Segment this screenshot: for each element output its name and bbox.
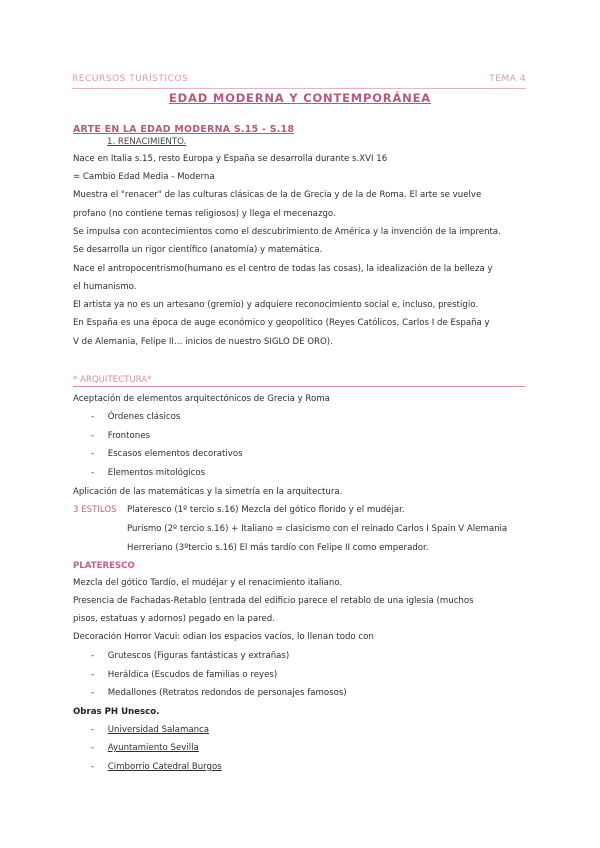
header-course: RECURSOS TURÍSTICOS <box>72 73 189 84</box>
arq-aplicacion: Aplicación de las matemáticas y la simetría en la arquitectura. <box>73 487 343 497</box>
plateresco-line: Mezcla del gótico Tardío, el mudéjar y el renacimiento italiano. <box>73 578 343 588</box>
paragraph-line: El artista ya no es un artesano (gremio) y adquiere reconocimiento social e, incluso, prestigio. <box>73 300 479 310</box>
paragraph-line: el humanismo. <box>73 282 137 292</box>
subheading: 1. RENACIMIENTO. <box>107 137 187 147</box>
plateresco-line: Decoración Horror Vacui: odian los espacios vacíos, lo llenan todo con <box>73 632 374 642</box>
plateresco-heading: PLATERESCO <box>73 561 135 571</box>
arq-intro: Aceptación de elementos arquitectónicos de Grecia y Roma <box>73 394 330 404</box>
bullet-item: - Frontones <box>91 431 150 441</box>
obra-item: - Universidad Salamanca <box>91 725 210 735</box>
paragraph-line: Muestra el "renacer" de las culturas clásicas de la de Grecia y de la de Roma. El arte se vuelve <box>73 190 482 200</box>
header-topic: TEMA 4 <box>489 73 526 84</box>
bullet-item: - Elementos mitológicos <box>91 468 206 478</box>
estilo-line: Plateresco (1º tercio s.16) Mezcla del gótico florido y el mudéjar. <box>127 505 405 515</box>
section-heading: ARTE EN LA EDAD MODERNA S.15 - S.18 <box>73 124 295 135</box>
paragraph-line: Nace el antropocentrismo(humano es el centro de todas las cosas), la idealización de la belleza y <box>73 264 493 274</box>
estilos-label: 3 ESTILOS <box>73 505 117 515</box>
arquitectura-heading: * ARQUITECTURA* <box>73 375 152 385</box>
paragraph-line: profano (no contiene temas religiosos) y llega el mecenazgo. <box>73 209 336 219</box>
plateresco-line: Presencia de Fachadas-Retablo (entrada del edificio parece el retablo de una iglesia (muchos <box>73 596 474 606</box>
plateresco-line: pisos, estatuas y adornos) pegado en la pared. <box>73 614 275 624</box>
bullet-item: - Grutescos (Figuras fantásticas y extrañas) <box>91 651 290 661</box>
estilo-line: Herreriano (3ºtercio s.16) El más tardío con Felipe II como emperador. <box>127 543 429 553</box>
bullet-item: - Órdenes clásicos <box>91 412 181 422</box>
paragraph-line: Se impulsa con acontecimientos como el descubrimiento de América y la invención de la imprenta. <box>73 227 501 237</box>
bullet-item: - Escasos elementos decorativos <box>91 449 243 459</box>
bullet-item: - Medallones (Retratos redondos de personajes famosos) <box>91 688 347 698</box>
paragraph-line: En España es una época de auge económico y geopolítico (Reyes Católicos, Carlos I de España y <box>73 318 490 328</box>
obra-item: - Cimborrio Catedral Burgos <box>91 762 222 772</box>
bullet-item: - Heráldica (Escudos de familias o reyes) <box>91 670 278 680</box>
paragraph-line: = Cambio Edad Media - Moderna <box>73 172 215 182</box>
paragraph-line: V de Alemania, Felipe II… inicios de nuestro SIGLO DE ORO). <box>73 337 333 347</box>
paragraph-line: Se desarrolla un rigor científico (anatomía) y matemática. <box>73 245 323 255</box>
paragraph-line: Nace en Italia s.15, resto Europa y España se desarrolla durante s.XVI 16 <box>73 154 388 164</box>
obra-item: - Ayuntamiento Sevilla <box>91 743 199 753</box>
divider <box>73 386 525 387</box>
obras-heading: Obras PH Unesco. <box>73 707 160 717</box>
estilo-line: Purismo (2º tercio s.16) + Italiano = clasicismo con el reinado Carlos I Spain V Alemania <box>127 524 508 534</box>
page-title: EDAD MODERNA Y CONTEMPORÁNEA <box>169 91 431 105</box>
page-header <box>72 72 526 89</box>
